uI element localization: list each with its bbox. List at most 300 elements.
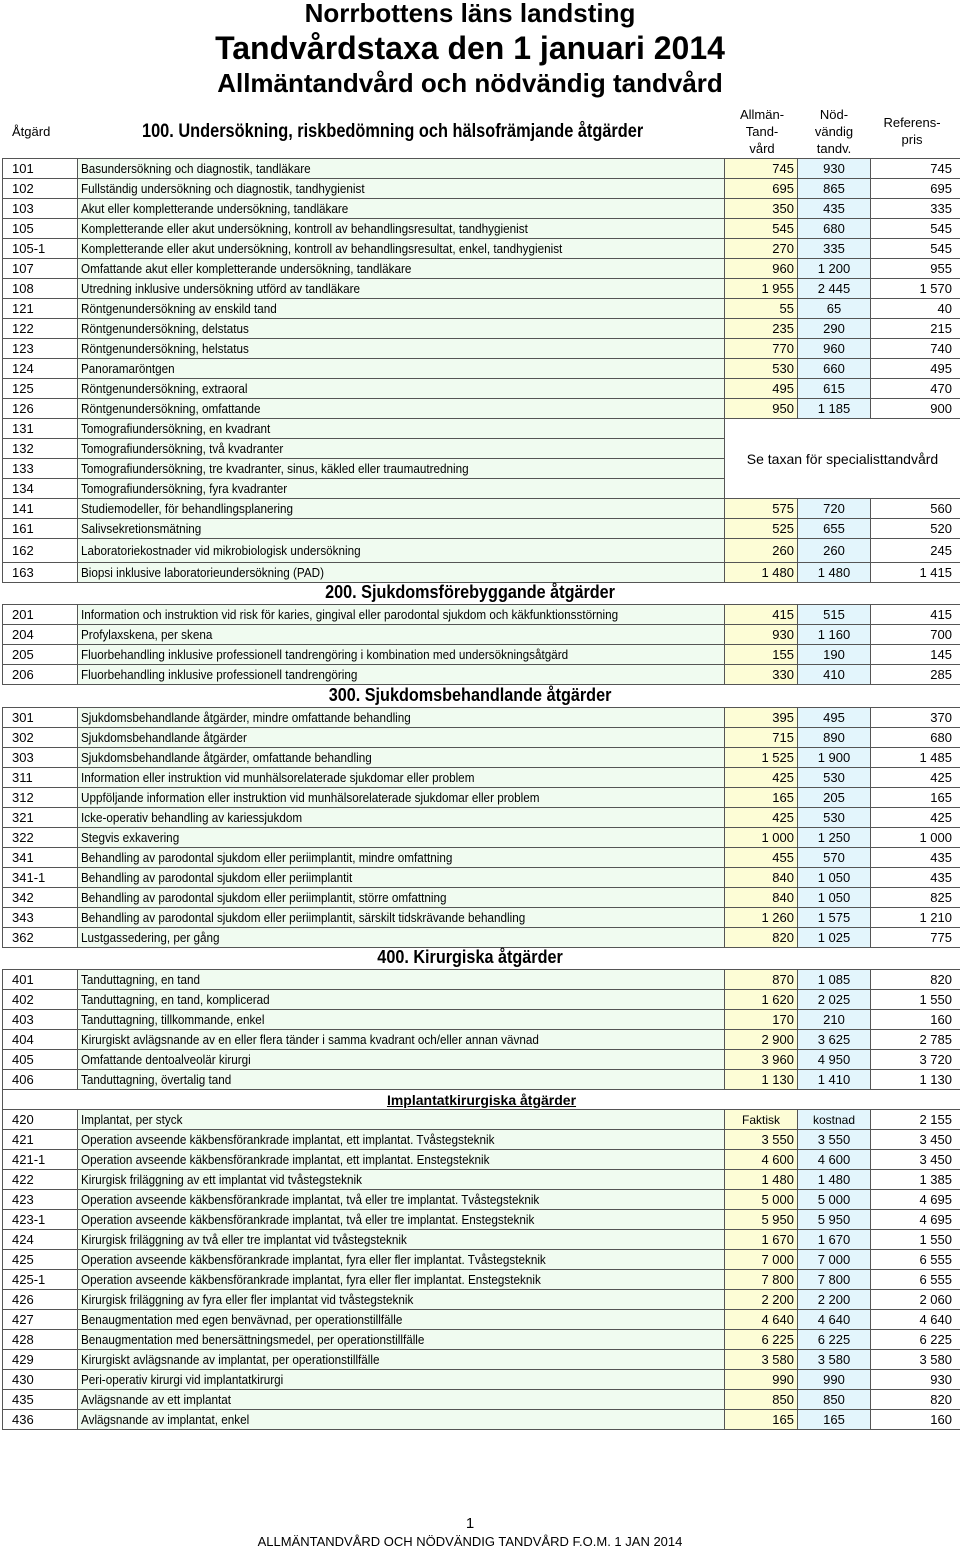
table-row	[3, 199, 960, 219]
price-allmantandvard: 165	[725, 1410, 798, 1430]
row-description-text: Operation avseende käkbensförankrade implantat, två eller tre implantat. Enstegsteknik	[81, 1212, 535, 1227]
table-row	[3, 1390, 960, 1410]
row-description-text: Röntgenundersökning av enskild tand	[81, 301, 277, 316]
price-referenspris: 825	[871, 888, 960, 908]
row-code: 133	[3, 459, 78, 479]
price-referenspris: 740	[871, 339, 960, 359]
price-nodvandig: 205	[798, 788, 871, 808]
price-referenspris: 1 550	[871, 1230, 960, 1250]
row-code: 302	[3, 728, 78, 748]
table-row	[3, 539, 960, 563]
price-referenspris: 3 450	[871, 1130, 960, 1150]
row-description	[78, 848, 725, 868]
price-nodvandig: 660	[798, 359, 871, 379]
price-nodvandig: 530	[798, 808, 871, 828]
footer-text: ALLMÄNTANDVÅRD OCH NÖDVÄNDIG TANDVÅRD F.O.M. 1 JAN 2014	[257, 1534, 683, 1549]
table-row	[3, 848, 960, 868]
price-nodvandig: 615	[798, 379, 871, 399]
table-row	[3, 239, 960, 259]
price-nodvandig: 3 550	[798, 1130, 871, 1150]
price-nodvandig: 865	[798, 179, 871, 199]
section-heading-100: 100. Undersökning, riskbedömning och hälsofrämjande åtgärder	[142, 121, 644, 142]
price-allmantandvard: 695	[725, 179, 798, 199]
row-code: 124	[3, 359, 78, 379]
price-referenspris: 695	[871, 179, 960, 199]
row-description-text: Salivsekretionsmätning	[81, 521, 202, 536]
price-allmantandvard: 840	[725, 888, 798, 908]
price-referenspris: 3 450	[871, 1150, 960, 1170]
row-description-text: Biopsi inklusive laboratorieundersökning (PAD)	[81, 565, 325, 580]
row-description	[78, 1390, 725, 1410]
price-referenspris: 3 720	[871, 1050, 960, 1070]
row-description-text: Stegvis exkavering	[81, 830, 180, 845]
price-nodvandig: 495	[798, 708, 871, 728]
price-referenspris: 545	[871, 219, 960, 239]
row-code: 420	[3, 1110, 78, 1130]
price-nodvandig: 1 025	[798, 928, 871, 948]
row-code: 105	[3, 219, 78, 239]
price-nodvandig: 960	[798, 339, 871, 359]
price-nodvandig: 680	[798, 219, 871, 239]
price-allmantandvard: 850	[725, 1390, 798, 1410]
table-row	[3, 1070, 960, 1090]
table-row	[3, 808, 960, 828]
row-description-text: Sjukdomsbehandlande åtgärder, mindre omfattande behandling	[81, 710, 411, 725]
price-nodvandig: 1 670	[798, 1230, 871, 1250]
table-row	[3, 1010, 960, 1030]
row-description	[78, 970, 725, 990]
price-nodvandig: 7 000	[798, 1250, 871, 1270]
price-referenspris: 2 155	[871, 1110, 960, 1130]
price-nodvandig: 3 625	[798, 1030, 871, 1050]
row-description	[78, 1370, 725, 1390]
price-nodvandig: 165	[798, 1410, 871, 1430]
row-code: 436	[3, 1410, 78, 1430]
row-code: 204	[3, 625, 78, 645]
price-nodvandig: 65	[798, 299, 871, 319]
row-description	[78, 239, 725, 259]
price-nodvandig: 2 025	[798, 990, 871, 1010]
row-code: 435	[3, 1390, 78, 1410]
row-description	[78, 499, 725, 519]
row-code: 201	[3, 605, 78, 625]
price-nodvandig: 655	[798, 519, 871, 539]
table-row	[3, 1370, 960, 1390]
row-description	[78, 1190, 725, 1210]
row-code: 425-1	[3, 1270, 78, 1290]
price-referenspris: 900	[871, 399, 960, 419]
row-code: 322	[3, 828, 78, 848]
price-allmantandvard: 55	[725, 299, 798, 319]
price-nodvandig: 930	[798, 159, 871, 179]
price-nodvandig: 5 950	[798, 1210, 871, 1230]
price-nodvandig: 1 480	[798, 563, 871, 583]
row-code: 141	[3, 499, 78, 519]
row-description	[78, 459, 725, 479]
price-allmantandvard: 1 480	[725, 1170, 798, 1190]
row-code: 423-1	[3, 1210, 78, 1230]
price-referenspris: 145	[871, 645, 960, 665]
price-referenspris: 560	[871, 499, 960, 519]
table-row	[3, 219, 960, 239]
price-referenspris: 4 640	[871, 1310, 960, 1330]
price-allmantandvard: 820	[725, 928, 798, 948]
price-nodvandig: 2 445	[798, 279, 871, 299]
subheading-row	[3, 1090, 960, 1110]
row-description-text: Avlägsnande av ett implantat	[81, 1392, 232, 1407]
price-nodvandig: 1 050	[798, 868, 871, 888]
row-description	[78, 990, 725, 1010]
price-allmantandvard: 545	[725, 219, 798, 239]
row-description	[78, 1350, 725, 1370]
price-nodvandig: 2 200	[798, 1290, 871, 1310]
price-referenspris: 285	[871, 665, 960, 685]
price-referenspris: 2 785	[871, 1030, 960, 1050]
price-allmantandvard: Faktisk	[725, 1110, 798, 1130]
row-code: 321	[3, 808, 78, 828]
price-allmantandvard: 840	[725, 868, 798, 888]
row-description	[78, 708, 725, 728]
price-allmantandvard: 6 225	[725, 1330, 798, 1350]
row-code: 403	[3, 1010, 78, 1030]
row-description-text: Behandling av parodontal sjukdom eller periimplantit, större omfattning	[81, 890, 447, 905]
price-referenspris: 820	[871, 1390, 960, 1410]
table-row	[3, 605, 960, 625]
price-referenspris: 1 415	[871, 563, 960, 583]
row-code: 122	[3, 319, 78, 339]
price-referenspris: 1 385	[871, 1170, 960, 1190]
row-description-text: Omfattande dentoalveolär kirurgi	[81, 1052, 251, 1067]
row-code: 126	[3, 399, 78, 419]
row-description	[78, 908, 725, 928]
table-row	[3, 625, 960, 645]
table-row	[3, 1050, 960, 1070]
table-row	[3, 1410, 960, 1430]
table-row	[3, 259, 960, 279]
price-nodvandig: 1 185	[798, 399, 871, 419]
price-nodvandig: 1 250	[798, 828, 871, 848]
price-referenspris: 160	[871, 1010, 960, 1030]
table-row	[3, 1170, 960, 1190]
price-nodvandig: 515	[798, 605, 871, 625]
row-code: 429	[3, 1350, 78, 1370]
row-description-text: Tanduttagning, en tand, komplicerad	[81, 992, 270, 1007]
table-row	[3, 1290, 960, 1310]
price-nodvandig: 1 575	[798, 908, 871, 928]
price-nodvandig: 290	[798, 319, 871, 339]
row-description	[78, 1310, 725, 1330]
row-description	[78, 439, 725, 459]
row-description	[78, 219, 725, 239]
price-allmantandvard: 270	[725, 239, 798, 259]
column-header-allmantandvard: Allmän- Tand- vård	[739, 107, 785, 156]
row-description	[78, 1030, 725, 1050]
price-allmantandvard: 330	[725, 665, 798, 685]
row-description	[78, 539, 725, 563]
row-description-text: Operation avseende käkbensförankrade implantat, ett implantat. Tvåstegsteknik	[81, 1132, 495, 1147]
price-allmantandvard: 1 620	[725, 990, 798, 1010]
price-allmantandvard: 7 000	[725, 1250, 798, 1270]
price-referenspris: 1 550	[871, 990, 960, 1010]
price-allmantandvard: 425	[725, 768, 798, 788]
row-description-text: Kompletterande eller akut undersökning, kontroll av behandlingsresultat, enkel, tandhygienist	[81, 241, 563, 256]
row-description-text: Tomografiundersökning, fyra kvadranter	[81, 481, 288, 496]
row-code: 134	[3, 479, 78, 499]
row-code: 423	[3, 1190, 78, 1210]
price-nodvandig: 3 580	[798, 1350, 871, 1370]
table-row	[3, 1310, 960, 1330]
row-description-text: Panoramaröntgen	[81, 361, 175, 376]
price-nodvandig: 1 410	[798, 1070, 871, 1090]
see-specialist-note: Se taxan för specialisttandvård	[725, 419, 960, 499]
row-description	[78, 888, 725, 908]
table-row	[3, 1150, 960, 1170]
price-referenspris: 545	[871, 239, 960, 259]
row-description-text: Peri-operativ kirurgi vid implantatkirurgi	[81, 1372, 284, 1387]
price-allmantandvard: 960	[725, 259, 798, 279]
row-code: 421-1	[3, 1150, 78, 1170]
table-row	[3, 319, 960, 339]
row-code: 301	[3, 708, 78, 728]
row-code: 107	[3, 259, 78, 279]
table-row	[3, 499, 960, 519]
column-header-nodvandig: Nöd- vändig tandv.	[814, 107, 854, 156]
row-code: 163	[3, 563, 78, 583]
row-code: 132	[3, 439, 78, 459]
table-section-200	[2, 604, 960, 685]
row-code: 206	[3, 665, 78, 685]
table-row	[3, 970, 960, 990]
table-section-400	[2, 969, 960, 1430]
row-code: 105-1	[3, 239, 78, 259]
price-referenspris: 3 580	[871, 1350, 960, 1370]
row-description-text: Tanduttagning, en tand	[81, 972, 201, 987]
table-row	[3, 1330, 960, 1350]
price-referenspris: 245	[871, 539, 960, 563]
price-referenspris: 435	[871, 868, 960, 888]
row-code: 362	[3, 928, 78, 948]
table-row	[3, 1250, 960, 1270]
row-description-text: Information och instruktion vid risk för karies, gingival eller parodontal sjukdom och käkfunktionsstörning	[81, 607, 619, 622]
table-row	[3, 928, 960, 948]
row-code: 427	[3, 1310, 78, 1330]
row-description	[78, 1110, 725, 1130]
row-description	[78, 399, 725, 419]
price-allmantandvard: 3 550	[725, 1130, 798, 1150]
price-allmantandvard: 165	[725, 788, 798, 808]
price-allmantandvard: 455	[725, 848, 798, 868]
table-row	[3, 359, 960, 379]
row-description-text: Icke-operativ behandling av kariessjukdom	[81, 810, 303, 825]
price-referenspris: 370	[871, 708, 960, 728]
table-row	[3, 868, 960, 888]
table-row	[3, 563, 960, 583]
price-nodvandig: 570	[798, 848, 871, 868]
price-referenspris: 4 695	[871, 1190, 960, 1210]
price-referenspris: 215	[871, 319, 960, 339]
table-row	[3, 665, 960, 685]
price-nodvandig: 4 950	[798, 1050, 871, 1070]
row-description-text: Utredning inklusive undersökning utförd av tandläkare	[81, 281, 361, 296]
row-code: 425	[3, 1250, 78, 1270]
row-description-text: Benaugmentation med benersättningsmedel, per operationstillfälle	[81, 1332, 425, 1347]
price-allmantandvard: 745	[725, 159, 798, 179]
price-referenspris: 745	[871, 159, 960, 179]
price-referenspris: 160	[871, 1410, 960, 1430]
price-referenspris: 1 130	[871, 1070, 960, 1090]
price-allmantandvard: 4 640	[725, 1310, 798, 1330]
price-allmantandvard: 950	[725, 399, 798, 419]
row-description	[78, 645, 725, 665]
row-description	[78, 199, 725, 219]
table-row	[3, 1130, 960, 1150]
table-row	[3, 339, 960, 359]
section-heading-300: 300. Sjukdomsbehandlande åtgärder	[328, 685, 612, 705]
table-row	[3, 1110, 960, 1130]
table-row	[3, 399, 960, 419]
price-allmantandvard: 3 960	[725, 1050, 798, 1070]
row-code: 205	[3, 645, 78, 665]
table-row	[3, 888, 960, 908]
table-row	[3, 419, 960, 439]
row-description-text: Röntgenundersökning, extraoral	[81, 381, 248, 396]
row-code: 422	[3, 1170, 78, 1190]
table-row	[3, 768, 960, 788]
price-referenspris: 700	[871, 625, 960, 645]
table-row	[3, 828, 960, 848]
price-nodvandig: 335	[798, 239, 871, 259]
price-nodvandig: 1 480	[798, 1170, 871, 1190]
price-nodvandig: 1 900	[798, 748, 871, 768]
price-referenspris: 1 000	[871, 828, 960, 848]
price-allmantandvard: 4 600	[725, 1150, 798, 1170]
price-allmantandvard: 575	[725, 499, 798, 519]
price-nodvandig: 7 800	[798, 1270, 871, 1290]
table-row	[3, 179, 960, 199]
price-nodvandig: 850	[798, 1390, 871, 1410]
row-code: 343	[3, 908, 78, 928]
price-allmantandvard: 1 130	[725, 1070, 798, 1090]
row-description-text: Operation avseende käkbensförankrade implantat, två eller tre implantat. Tvåstegsteknik	[81, 1192, 540, 1207]
row-description-text: Behandling av parodontal sjukdom eller periimplantit	[81, 870, 353, 885]
row-code: 103	[3, 199, 78, 219]
table-row	[3, 990, 960, 1010]
price-allmantandvard: 415	[725, 605, 798, 625]
page-title-org: Norrbottens läns landsting	[304, 0, 636, 28]
table-row	[3, 519, 960, 539]
row-description	[78, 605, 725, 625]
price-allmantandvard: 1 000	[725, 828, 798, 848]
table-row	[3, 1230, 960, 1250]
price-allmantandvard: 1 670	[725, 1230, 798, 1250]
price-allmantandvard: 5 950	[725, 1210, 798, 1230]
price-allmantandvard: 770	[725, 339, 798, 359]
table-row	[3, 1030, 960, 1050]
row-description-text: Information eller instruktion vid munhälsorelaterade sjukdomar eller problem	[81, 770, 475, 785]
price-nodvandig: kostnad	[798, 1110, 871, 1130]
row-description-text: Operation avseende käkbensförankrade implantat, fyra eller fler implantat. Tvåstegsteknik	[81, 1252, 546, 1267]
row-description-text: Uppföljande information eller instruktion vid munhälsorelaterade sjukdomar eller problem	[81, 790, 540, 805]
table-row	[3, 908, 960, 928]
row-description-text: Tomografiundersökning, en kvadrant	[81, 421, 271, 436]
price-referenspris: 6 225	[871, 1330, 960, 1350]
row-description	[78, 339, 725, 359]
price-nodvandig: 5 000	[798, 1190, 871, 1210]
row-code: 131	[3, 419, 78, 439]
row-description	[78, 808, 725, 828]
table-row	[3, 645, 960, 665]
page-title-scope: Allmäntandvård och nödvändig tandvård	[217, 68, 723, 98]
row-description	[78, 868, 725, 888]
row-description-text: Fluorbehandling inklusive professionell tandrengöring i kombination med undersökningsåtgärd	[81, 647, 569, 662]
row-description	[78, 1330, 725, 1350]
price-allmantandvard: 1 525	[725, 748, 798, 768]
row-description-text: Implantat, per styck	[81, 1112, 183, 1127]
table-row	[3, 1210, 960, 1230]
row-description	[78, 625, 725, 645]
row-description	[78, 1290, 725, 1310]
price-allmantandvard: 170	[725, 1010, 798, 1030]
price-referenspris: 495	[871, 359, 960, 379]
row-description-text: Tomografiundersökning, två kvadranter	[81, 441, 284, 456]
price-nodvandig: 6 225	[798, 1330, 871, 1350]
row-description	[78, 1270, 725, 1290]
price-nodvandig: 990	[798, 1370, 871, 1390]
row-description	[78, 1170, 725, 1190]
row-description-text: Kirurgisk friläggning av fyra eller fler implantat vid tvåstegsteknik	[81, 1292, 414, 1307]
price-nodvandig: 410	[798, 665, 871, 685]
row-description	[78, 159, 725, 179]
row-description	[78, 1150, 725, 1170]
table-row	[3, 1190, 960, 1210]
price-allmantandvard: 990	[725, 1370, 798, 1390]
row-description-text: Fullständig undersökning och diagnostik, tandhygienist	[81, 181, 365, 196]
row-description-text: Lustgassedering, per gång	[81, 930, 220, 945]
row-description-text: Laboratoriekostnader vid mikrobiologisk undersökning	[81, 543, 361, 558]
price-nodvandig: 260	[798, 539, 871, 563]
row-description	[78, 479, 725, 499]
price-referenspris: 1 210	[871, 908, 960, 928]
row-description-text: Fluorbehandling inklusive professionell tandrengöring	[81, 667, 358, 682]
price-allmantandvard: 1 955	[725, 279, 798, 299]
price-allmantandvard: 425	[725, 808, 798, 828]
row-code: 102	[3, 179, 78, 199]
table-row	[3, 159, 960, 179]
row-description	[78, 419, 725, 439]
price-referenspris: 4 695	[871, 1210, 960, 1230]
row-description	[78, 379, 725, 399]
row-description-text: Kompletterande eller akut undersökning, kontroll av behandlingsresultat, tandhygienist	[81, 221, 528, 236]
price-allmantandvard: 350	[725, 199, 798, 219]
price-nodvandig: 435	[798, 199, 871, 219]
price-allmantandvard: 530	[725, 359, 798, 379]
price-nodvandig: 720	[798, 499, 871, 519]
table-row	[3, 788, 960, 808]
table-row	[3, 708, 960, 728]
column-header-referenspris: Referens- pris	[883, 115, 941, 147]
row-description	[78, 768, 725, 788]
section-heading-200: 200. Sjukdomsförebyggande åtgärder	[325, 582, 615, 602]
row-description-text: Sjukdomsbehandlande åtgärder	[81, 730, 247, 745]
price-allmantandvard: 3 580	[725, 1350, 798, 1370]
implant-subheading: Implantatkirurgiska åtgärder	[3, 1090, 960, 1110]
row-code: 125	[3, 379, 78, 399]
row-code: 430	[3, 1370, 78, 1390]
price-nodvandig: 1 050	[798, 888, 871, 908]
row-description	[78, 1210, 725, 1230]
price-allmantandvard: 525	[725, 519, 798, 539]
price-allmantandvard: 7 800	[725, 1270, 798, 1290]
